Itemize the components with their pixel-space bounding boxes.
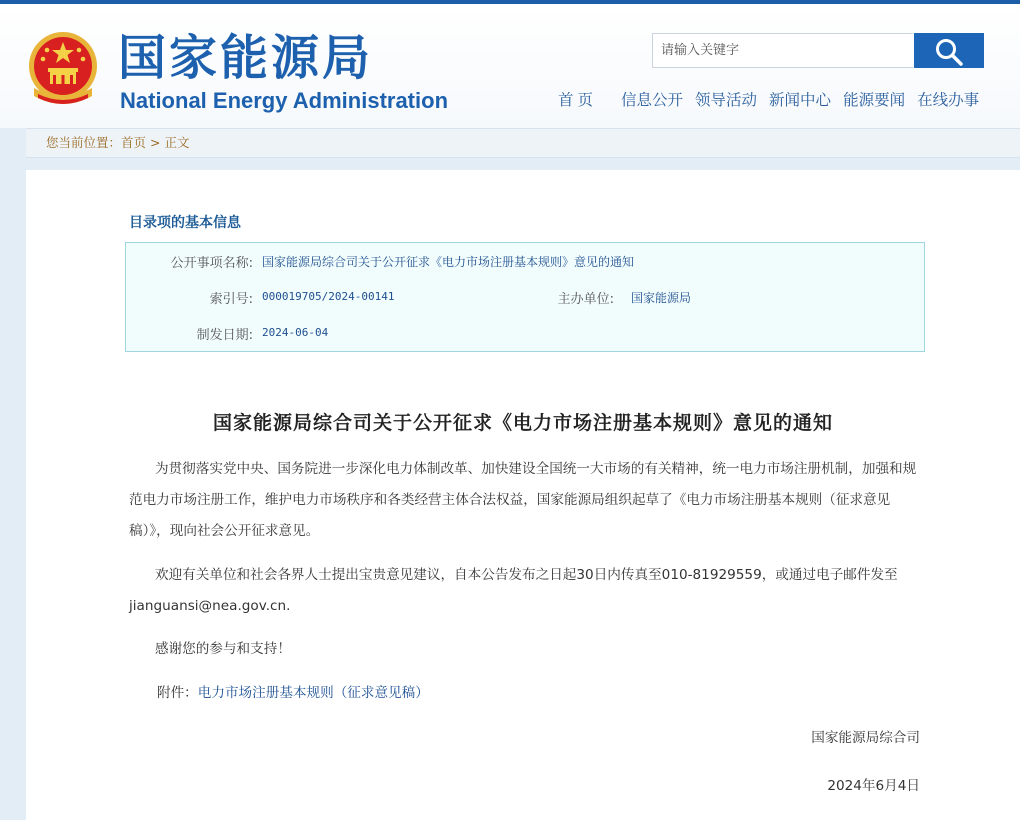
document-title: 国家能源局综合司关于公开征求《电力市场注册基本规则》意见的通知 (212, 412, 833, 434)
nav-online-services[interactable]: 在线办事 (917, 91, 980, 109)
attachment-line (157, 678, 429, 709)
document-signature: 国家能源局综合司 (811, 730, 920, 746)
breadcrumb-home-link[interactable]: 首页 (121, 135, 147, 150)
search-button[interactable] (914, 33, 984, 68)
site-name-en: National Energy Administration (120, 88, 449, 113)
info-index-label: 索引号: (209, 292, 253, 307)
info-name-label: 公开事项名称: (170, 256, 253, 271)
breadcrumb-separator: > (150, 135, 161, 150)
nav-info-disclosure[interactable]: 信息公开 (621, 91, 684, 109)
info-section-title: 目录项的基本信息 (129, 215, 241, 231)
info-date-label: 制发日期: (196, 328, 253, 343)
search-box (652, 33, 985, 68)
info-index-value: 000019705/2024-00141 (262, 290, 395, 303)
breadcrumb-prefix: 您当前位置： (46, 135, 122, 150)
site-name-cn[interactable]: 国家能源局 (118, 30, 374, 86)
attachment-link[interactable]: 电力市场注册基本规则（征求意见稿） (197, 685, 429, 701)
nav-home[interactable]: 首页 (558, 91, 598, 109)
breadcrumb (26, 128, 1020, 158)
search-icon (934, 37, 964, 67)
nav-energy-news[interactable]: 能源要闻 (843, 91, 906, 109)
attachment-label: 附件： (157, 685, 198, 701)
info-name-value: 国家能源局综合司关于公开征求《电力市场注册基本规则》意见的通知 (262, 255, 635, 269)
article-content (26, 170, 1020, 820)
nav-leadership-activities[interactable]: 领导活动 (695, 91, 758, 109)
national-emblem-icon[interactable] (26, 30, 100, 110)
info-org-value: 国家能源局 (631, 291, 692, 305)
info-org-label: 主办单位: (557, 292, 614, 307)
breadcrumb-current: 正文 (164, 135, 190, 150)
main-nav (558, 88, 998, 112)
breadcrumb-trail (46, 129, 190, 157)
info-table (125, 242, 925, 352)
search-input[interactable] (652, 33, 913, 68)
paragraph-2-text: 欢迎有关单位和社会各界人士提出宝贵意见建议，自本公告发布之日起30日内传真至010-81929559，或通过电子邮件发至jianguansi@nea.gov.cn. (129, 567, 898, 614)
nav-news-center[interactable]: 新闻中心 (769, 91, 832, 109)
info-date-value: 2024-06-04 (262, 326, 329, 339)
paragraph-1-text: 为贯彻落实党中央、国务院进一步深化电力体制改革、加快建设全国统一大市场的有关精神，统一电力市场注册机制，加强和规范电力市场注册工作，维护电力市场秩序和各类经营主体合法权益，国家能源局组织起草了《电力市场注册基本规则（征求意见稿）》，现向社会公开征求意见。 (129, 461, 917, 539)
document-paragraph-3 (129, 634, 924, 665)
site-header (0, 4, 1020, 128)
document-paragraph-1 (129, 454, 924, 547)
document-paragraph-2 (129, 560, 924, 622)
document-date: 2024年6月4日 (827, 778, 920, 794)
paragraph-3-text: 感谢您的参与和支持！ (155, 641, 291, 657)
